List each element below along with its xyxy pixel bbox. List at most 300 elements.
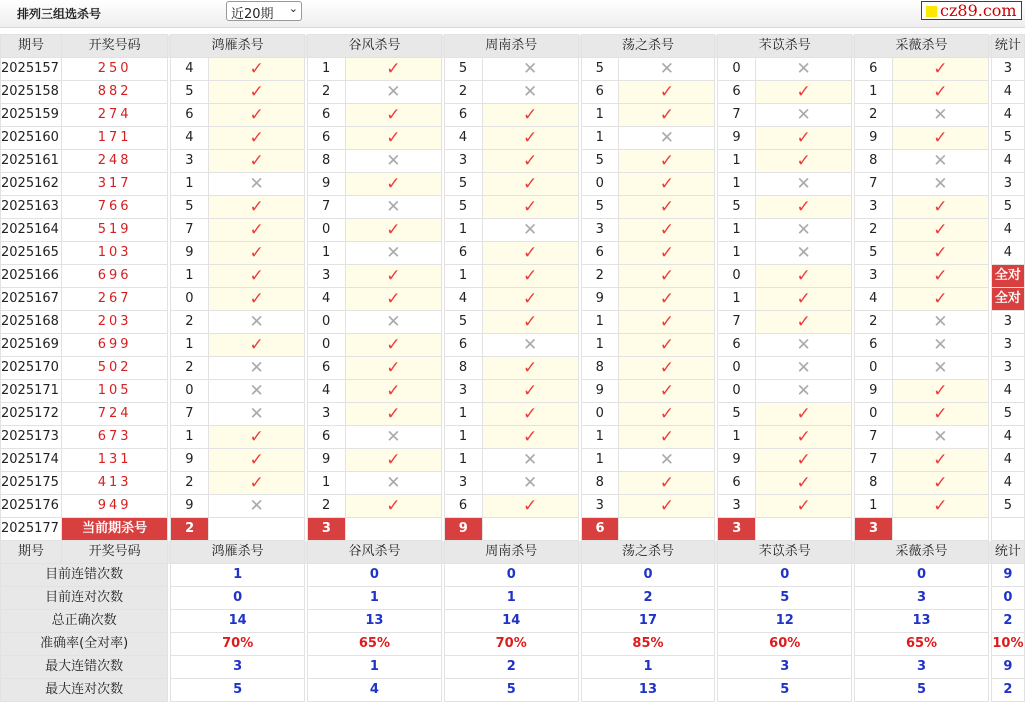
- stat-label: 准确率(全对率): [1, 633, 168, 656]
- table-row: [1, 81, 1025, 104]
- check-icon: ✓: [892, 380, 988, 403]
- draw-number-cell: 171: [61, 127, 167, 150]
- check-icon: ✓: [482, 426, 578, 449]
- empty-cell: [209, 518, 305, 541]
- cross-icon: ✕: [892, 334, 988, 357]
- kill-number-cell: 1: [171, 173, 209, 196]
- cross-icon: ✕: [482, 219, 578, 242]
- table-row: [1, 403, 1025, 426]
- check-icon: ✓: [892, 449, 988, 472]
- stat-value: 2: [581, 587, 715, 610]
- check-icon: ✓: [345, 173, 441, 196]
- kill-number-table: [0, 34, 1025, 702]
- site-logo[interactable]: [921, 1, 1022, 20]
- check-icon: ✓: [892, 219, 988, 242]
- cross-icon: ✕: [756, 334, 852, 357]
- check-icon: ✓: [619, 380, 715, 403]
- kill-number-cell: 4: [444, 127, 482, 150]
- check-icon: ✓: [345, 403, 441, 426]
- draw-number-cell: 699: [61, 334, 167, 357]
- check-icon: ✓: [482, 288, 578, 311]
- check-icon: ✓: [345, 449, 441, 472]
- kill-number-cell: 5: [444, 173, 482, 196]
- check-icon: ✓: [345, 58, 441, 81]
- kill-number-cell: 9: [308, 173, 346, 196]
- check-icon: ✓: [209, 334, 305, 357]
- kill-number-cell: 9: [171, 242, 209, 265]
- table-row: [1, 357, 1025, 380]
- stat-label: 最大连错次数: [1, 656, 168, 679]
- cross-icon: ✕: [482, 334, 578, 357]
- stat-row: [1, 633, 1025, 656]
- kill-number-cell: 8: [855, 150, 893, 173]
- stat-value: 0: [718, 564, 852, 587]
- check-icon: ✓: [892, 265, 988, 288]
- kill-number-cell: 6: [444, 334, 482, 357]
- kill-number-cell: 0: [171, 288, 209, 311]
- cross-icon: ✕: [209, 403, 305, 426]
- kill-number-cell: 7: [308, 196, 346, 219]
- stat-row: [1, 656, 1025, 679]
- check-icon: ✓: [345, 219, 441, 242]
- kill-number-cell: 6: [718, 81, 756, 104]
- draw-number-cell: 203: [61, 311, 167, 334]
- kill-number-cell: 5: [171, 81, 209, 104]
- issue-cell: 2025173: [1, 426, 62, 449]
- check-icon: ✓: [619, 426, 715, 449]
- issue-cell: 2025166: [1, 265, 62, 288]
- cross-icon: ✕: [892, 150, 988, 173]
- stat-value: 5: [171, 679, 305, 702]
- cross-icon: ✕: [482, 472, 578, 495]
- hit-count-cell: 5: [991, 403, 1024, 426]
- current-label: 当前期杀号: [61, 518, 167, 541]
- header-method: 周南杀号: [444, 541, 578, 564]
- cross-icon: ✕: [892, 311, 988, 334]
- kill-number-cell: 6: [718, 334, 756, 357]
- stat-value: 3: [855, 656, 989, 679]
- kill-number-cell: 8: [581, 472, 619, 495]
- stat-row: [1, 610, 1025, 633]
- table-row: [1, 104, 1025, 127]
- hit-count-cell: 3: [991, 357, 1024, 380]
- stat-row: [1, 679, 1025, 702]
- table-row: [1, 58, 1025, 81]
- hit-count-cell: 4: [991, 150, 1024, 173]
- kill-number-cell: 7: [718, 104, 756, 127]
- check-icon: ✓: [482, 380, 578, 403]
- cross-icon: ✕: [619, 127, 715, 150]
- hit-count-cell: 3: [991, 334, 1024, 357]
- kill-number-cell: 1: [444, 426, 482, 449]
- kill-number-cell: 2: [171, 357, 209, 380]
- check-icon: ✓: [892, 472, 988, 495]
- check-icon: ✓: [482, 242, 578, 265]
- kill-number-cell: 9: [308, 449, 346, 472]
- kill-number-cell: 1: [581, 104, 619, 127]
- header-method: 芣苡杀号: [718, 541, 852, 564]
- check-icon: ✓: [209, 472, 305, 495]
- stat-value: 2: [444, 656, 578, 679]
- cross-icon: ✕: [756, 173, 852, 196]
- stat-value: 1: [171, 564, 305, 587]
- kill-number-cell: 2: [444, 81, 482, 104]
- kill-number-cell: 4: [171, 127, 209, 150]
- issue-cell: 2025167: [1, 288, 62, 311]
- stat-value: 17: [581, 610, 715, 633]
- kill-number-cell: 2: [855, 104, 893, 127]
- issue-cell: 2025161: [1, 150, 62, 173]
- check-icon: ✓: [756, 150, 852, 173]
- stat-value: 65%: [308, 633, 442, 656]
- check-icon: ✓: [482, 357, 578, 380]
- kill-number-cell: 7: [171, 219, 209, 242]
- stat-total: 0: [991, 587, 1024, 610]
- table-row: [1, 495, 1025, 518]
- check-icon: ✓: [209, 219, 305, 242]
- stat-value: 65%: [855, 633, 989, 656]
- header-method: 采薇杀号: [855, 541, 989, 564]
- check-icon: ✓: [619, 81, 715, 104]
- check-icon: ✓: [209, 242, 305, 265]
- kill-number-cell: 4: [308, 380, 346, 403]
- kill-number-cell: 8: [444, 357, 482, 380]
- kill-number-cell: 1: [718, 150, 756, 173]
- kill-number-cell: 1: [171, 265, 209, 288]
- table-row: [1, 127, 1025, 150]
- check-icon: ✓: [345, 265, 441, 288]
- current-kill-number: 3: [855, 518, 893, 541]
- stat-value: 0: [308, 564, 442, 587]
- draw-number-cell: 250: [61, 58, 167, 81]
- kill-number-cell: 9: [718, 449, 756, 472]
- issue-cell: 2025162: [1, 173, 62, 196]
- stat-value: 5: [444, 679, 578, 702]
- hit-count-cell: 4: [991, 426, 1024, 449]
- kill-number-cell: 9: [581, 288, 619, 311]
- logo-square-icon: [926, 6, 937, 17]
- check-icon: ✓: [756, 495, 852, 518]
- check-icon: ✓: [209, 58, 305, 81]
- kill-number-cell: 1: [581, 311, 619, 334]
- check-icon: ✓: [756, 449, 852, 472]
- header-method: 荡之杀号: [581, 541, 715, 564]
- kill-number-cell: 0: [718, 357, 756, 380]
- stat-value: 85%: [581, 633, 715, 656]
- kill-number-cell: 6: [171, 104, 209, 127]
- check-icon: ✓: [209, 449, 305, 472]
- table-row: [1, 472, 1025, 495]
- hit-count-cell: 4: [991, 449, 1024, 472]
- kill-number-cell: 1: [308, 472, 346, 495]
- empty-cell: [482, 518, 578, 541]
- check-icon: ✓: [619, 472, 715, 495]
- check-icon: ✓: [892, 495, 988, 518]
- check-icon: ✓: [345, 127, 441, 150]
- check-icon: ✓: [619, 357, 715, 380]
- kill-number-cell: 3: [444, 472, 482, 495]
- kill-number-cell: 2: [171, 311, 209, 334]
- kill-number-cell: 2: [581, 265, 619, 288]
- stat-value: 5: [855, 679, 989, 702]
- cross-icon: ✕: [756, 357, 852, 380]
- cross-icon: ✕: [756, 380, 852, 403]
- hit-count-cell: 全对: [991, 265, 1024, 288]
- issue-cell: 2025168: [1, 311, 62, 334]
- check-icon: ✓: [619, 173, 715, 196]
- hit-count-cell: 5: [991, 127, 1024, 150]
- draw-number-cell: 673: [61, 426, 167, 449]
- check-icon: ✓: [345, 495, 441, 518]
- kill-number-cell: 5: [718, 403, 756, 426]
- check-icon: ✓: [756, 472, 852, 495]
- check-icon: ✓: [756, 403, 852, 426]
- kill-number-cell: 6: [308, 426, 346, 449]
- kill-number-cell: 1: [718, 288, 756, 311]
- kill-number-cell: 1: [581, 449, 619, 472]
- cross-icon: ✕: [482, 81, 578, 104]
- cross-icon: ✕: [756, 242, 852, 265]
- kill-number-cell: 3: [855, 265, 893, 288]
- draw-number-cell: 696: [61, 265, 167, 288]
- kill-number-cell: 0: [308, 219, 346, 242]
- kill-number-cell: 0: [718, 265, 756, 288]
- current-row: [1, 518, 1025, 541]
- stat-label: 最大连对次数: [1, 679, 168, 702]
- kill-number-cell: 9: [718, 127, 756, 150]
- kill-number-cell: 6: [308, 357, 346, 380]
- issue-cell: 2025165: [1, 242, 62, 265]
- check-icon: ✓: [209, 81, 305, 104]
- kill-number-cell: 2: [855, 219, 893, 242]
- check-icon: ✓: [892, 403, 988, 426]
- check-icon: ✓: [619, 311, 715, 334]
- issue-cell: 2025157: [1, 58, 62, 81]
- kill-number-cell: 5: [444, 196, 482, 219]
- kill-number-cell: 2: [171, 472, 209, 495]
- cross-icon: ✕: [345, 426, 441, 449]
- kill-number-cell: 1: [581, 426, 619, 449]
- kill-number-cell: 4: [444, 288, 482, 311]
- cross-icon: ✕: [345, 242, 441, 265]
- kill-number-cell: 6: [308, 104, 346, 127]
- check-icon: ✓: [756, 196, 852, 219]
- stat-value: 3: [718, 656, 852, 679]
- check-icon: ✓: [209, 288, 305, 311]
- draw-number-cell: 882: [61, 81, 167, 104]
- kill-number-cell: 6: [444, 104, 482, 127]
- header-row: [1, 35, 1025, 58]
- check-icon: ✓: [482, 403, 578, 426]
- kill-number-cell: 0: [855, 403, 893, 426]
- period-select[interactable]: [226, 1, 302, 21]
- check-icon: ✓: [482, 196, 578, 219]
- draw-number-cell: 724: [61, 403, 167, 426]
- stat-value: 0: [444, 564, 578, 587]
- stat-label: 目前连错次数: [1, 564, 168, 587]
- check-icon: ✓: [345, 357, 441, 380]
- check-icon: ✓: [482, 150, 578, 173]
- kill-number-cell: 3: [581, 219, 619, 242]
- header-draw: 开奖号码: [61, 35, 167, 58]
- cross-icon: ✕: [892, 426, 988, 449]
- check-icon: ✓: [209, 127, 305, 150]
- issue-cell: 2025164: [1, 219, 62, 242]
- stat-total: 9: [991, 656, 1024, 679]
- cross-icon: ✕: [619, 58, 715, 81]
- header-stat: 统计: [991, 35, 1024, 58]
- table-row: [1, 219, 1025, 242]
- draw-number-cell: 502: [61, 357, 167, 380]
- table-row: [1, 334, 1025, 357]
- header-method: 采薇杀号: [855, 35, 989, 58]
- kill-number-cell: 2: [308, 81, 346, 104]
- kill-number-cell: 1: [855, 495, 893, 518]
- table-row: [1, 242, 1025, 265]
- cross-icon: ✕: [209, 380, 305, 403]
- check-icon: ✓: [892, 127, 988, 150]
- check-icon: ✓: [619, 242, 715, 265]
- cross-icon: ✕: [209, 357, 305, 380]
- header-method: 谷风杀号: [308, 35, 442, 58]
- kill-number-cell: 0: [581, 173, 619, 196]
- stat-value: 70%: [444, 633, 578, 656]
- hit-count-cell: 全对: [991, 288, 1024, 311]
- kill-number-cell: 1: [444, 403, 482, 426]
- check-icon: ✓: [209, 426, 305, 449]
- check-icon: ✓: [482, 127, 578, 150]
- check-icon: ✓: [209, 265, 305, 288]
- kill-number-cell: 9: [171, 495, 209, 518]
- current-kill-number: 3: [718, 518, 756, 541]
- check-icon: ✓: [619, 495, 715, 518]
- kill-number-cell: 7: [171, 403, 209, 426]
- table-row: [1, 150, 1025, 173]
- cross-icon: ✕: [345, 81, 441, 104]
- kill-number-cell: 3: [581, 495, 619, 518]
- stat-value: 13: [855, 610, 989, 633]
- draw-number-cell: 131: [61, 449, 167, 472]
- kill-number-cell: 6: [855, 334, 893, 357]
- stat-value: 14: [444, 610, 578, 633]
- check-icon: ✓: [482, 173, 578, 196]
- check-icon: ✓: [482, 104, 578, 127]
- kill-number-cell: 5: [718, 196, 756, 219]
- check-icon: ✓: [482, 311, 578, 334]
- cross-icon: ✕: [482, 449, 578, 472]
- kill-number-cell: 0: [308, 334, 346, 357]
- kill-number-cell: 1: [855, 81, 893, 104]
- issue-cell: 2025172: [1, 403, 62, 426]
- check-icon: ✓: [756, 265, 852, 288]
- stat-value: 0: [581, 564, 715, 587]
- check-icon: ✓: [756, 127, 852, 150]
- table-row: [1, 196, 1025, 219]
- kill-number-cell: 6: [855, 58, 893, 81]
- stat-value: 60%: [718, 633, 852, 656]
- top-bar: [0, 0, 1025, 28]
- header-method: 鸿雁杀号: [171, 541, 305, 564]
- stat-total: 2: [991, 610, 1024, 633]
- current-kill-number: 2: [171, 518, 209, 541]
- kill-number-cell: 7: [855, 426, 893, 449]
- header-draw: 开奖号码: [61, 541, 167, 564]
- kill-number-cell: 9: [171, 449, 209, 472]
- table-row: [1, 288, 1025, 311]
- stat-total: 9: [991, 564, 1024, 587]
- cross-icon: ✕: [345, 472, 441, 495]
- kill-number-cell: 5: [581, 196, 619, 219]
- draw-number-cell: 519: [61, 219, 167, 242]
- stat-value: 3: [171, 656, 305, 679]
- logo-text: cz89.com: [940, 1, 1017, 20]
- current-kill-number: 9: [444, 518, 482, 541]
- kill-number-cell: 5: [581, 58, 619, 81]
- hit-count-cell: 4: [991, 242, 1024, 265]
- kill-number-cell: 3: [171, 150, 209, 173]
- kill-number-cell: 3: [308, 265, 346, 288]
- header-method: 荡之杀号: [581, 35, 715, 58]
- kill-number-cell: 1: [581, 127, 619, 150]
- issue-cell: 2025176: [1, 495, 62, 518]
- kill-number-cell: 0: [308, 311, 346, 334]
- check-icon: ✓: [892, 242, 988, 265]
- header-method: 鸿雁杀号: [171, 35, 305, 58]
- issue-cell: 2025158: [1, 81, 62, 104]
- kill-number-cell: 9: [581, 380, 619, 403]
- check-icon: ✓: [345, 104, 441, 127]
- kill-number-cell: 8: [308, 150, 346, 173]
- kill-number-cell: 2: [308, 495, 346, 518]
- check-icon: ✓: [209, 104, 305, 127]
- kill-number-cell: 1: [581, 334, 619, 357]
- kill-number-cell: 0: [718, 380, 756, 403]
- stat-value: 0: [171, 587, 305, 610]
- cross-icon: ✕: [892, 104, 988, 127]
- current-kill-number: 3: [308, 518, 346, 541]
- cross-icon: ✕: [756, 104, 852, 127]
- kill-number-cell: 1: [308, 58, 346, 81]
- kill-number-cell: 6: [581, 81, 619, 104]
- kill-number-cell: 5: [581, 150, 619, 173]
- table-row: [1, 449, 1025, 472]
- hit-count-cell: 4: [991, 219, 1024, 242]
- kill-number-cell: 8: [855, 472, 893, 495]
- kill-number-cell: 5: [855, 242, 893, 265]
- kill-number-cell: 4: [308, 288, 346, 311]
- issue-cell: 2025175: [1, 472, 62, 495]
- hit-count-cell: 4: [991, 380, 1024, 403]
- check-icon: ✓: [619, 219, 715, 242]
- header-issue: 期号: [1, 35, 62, 58]
- check-icon: ✓: [756, 311, 852, 334]
- header-method: 芣苡杀号: [718, 35, 852, 58]
- check-icon: ✓: [209, 196, 305, 219]
- cross-icon: ✕: [756, 58, 852, 81]
- draw-number-cell: 105: [61, 380, 167, 403]
- stat-value: 1: [581, 656, 715, 679]
- check-icon: ✓: [892, 288, 988, 311]
- empty-cell: [756, 518, 852, 541]
- kill-number-cell: 3: [855, 196, 893, 219]
- stat-row: [1, 587, 1025, 610]
- cross-icon: ✕: [619, 449, 715, 472]
- kill-number-cell: 5: [444, 311, 482, 334]
- table-row: [1, 265, 1025, 288]
- table-row: [1, 173, 1025, 196]
- stat-value: 70%: [171, 633, 305, 656]
- stat-value: 0: [855, 564, 989, 587]
